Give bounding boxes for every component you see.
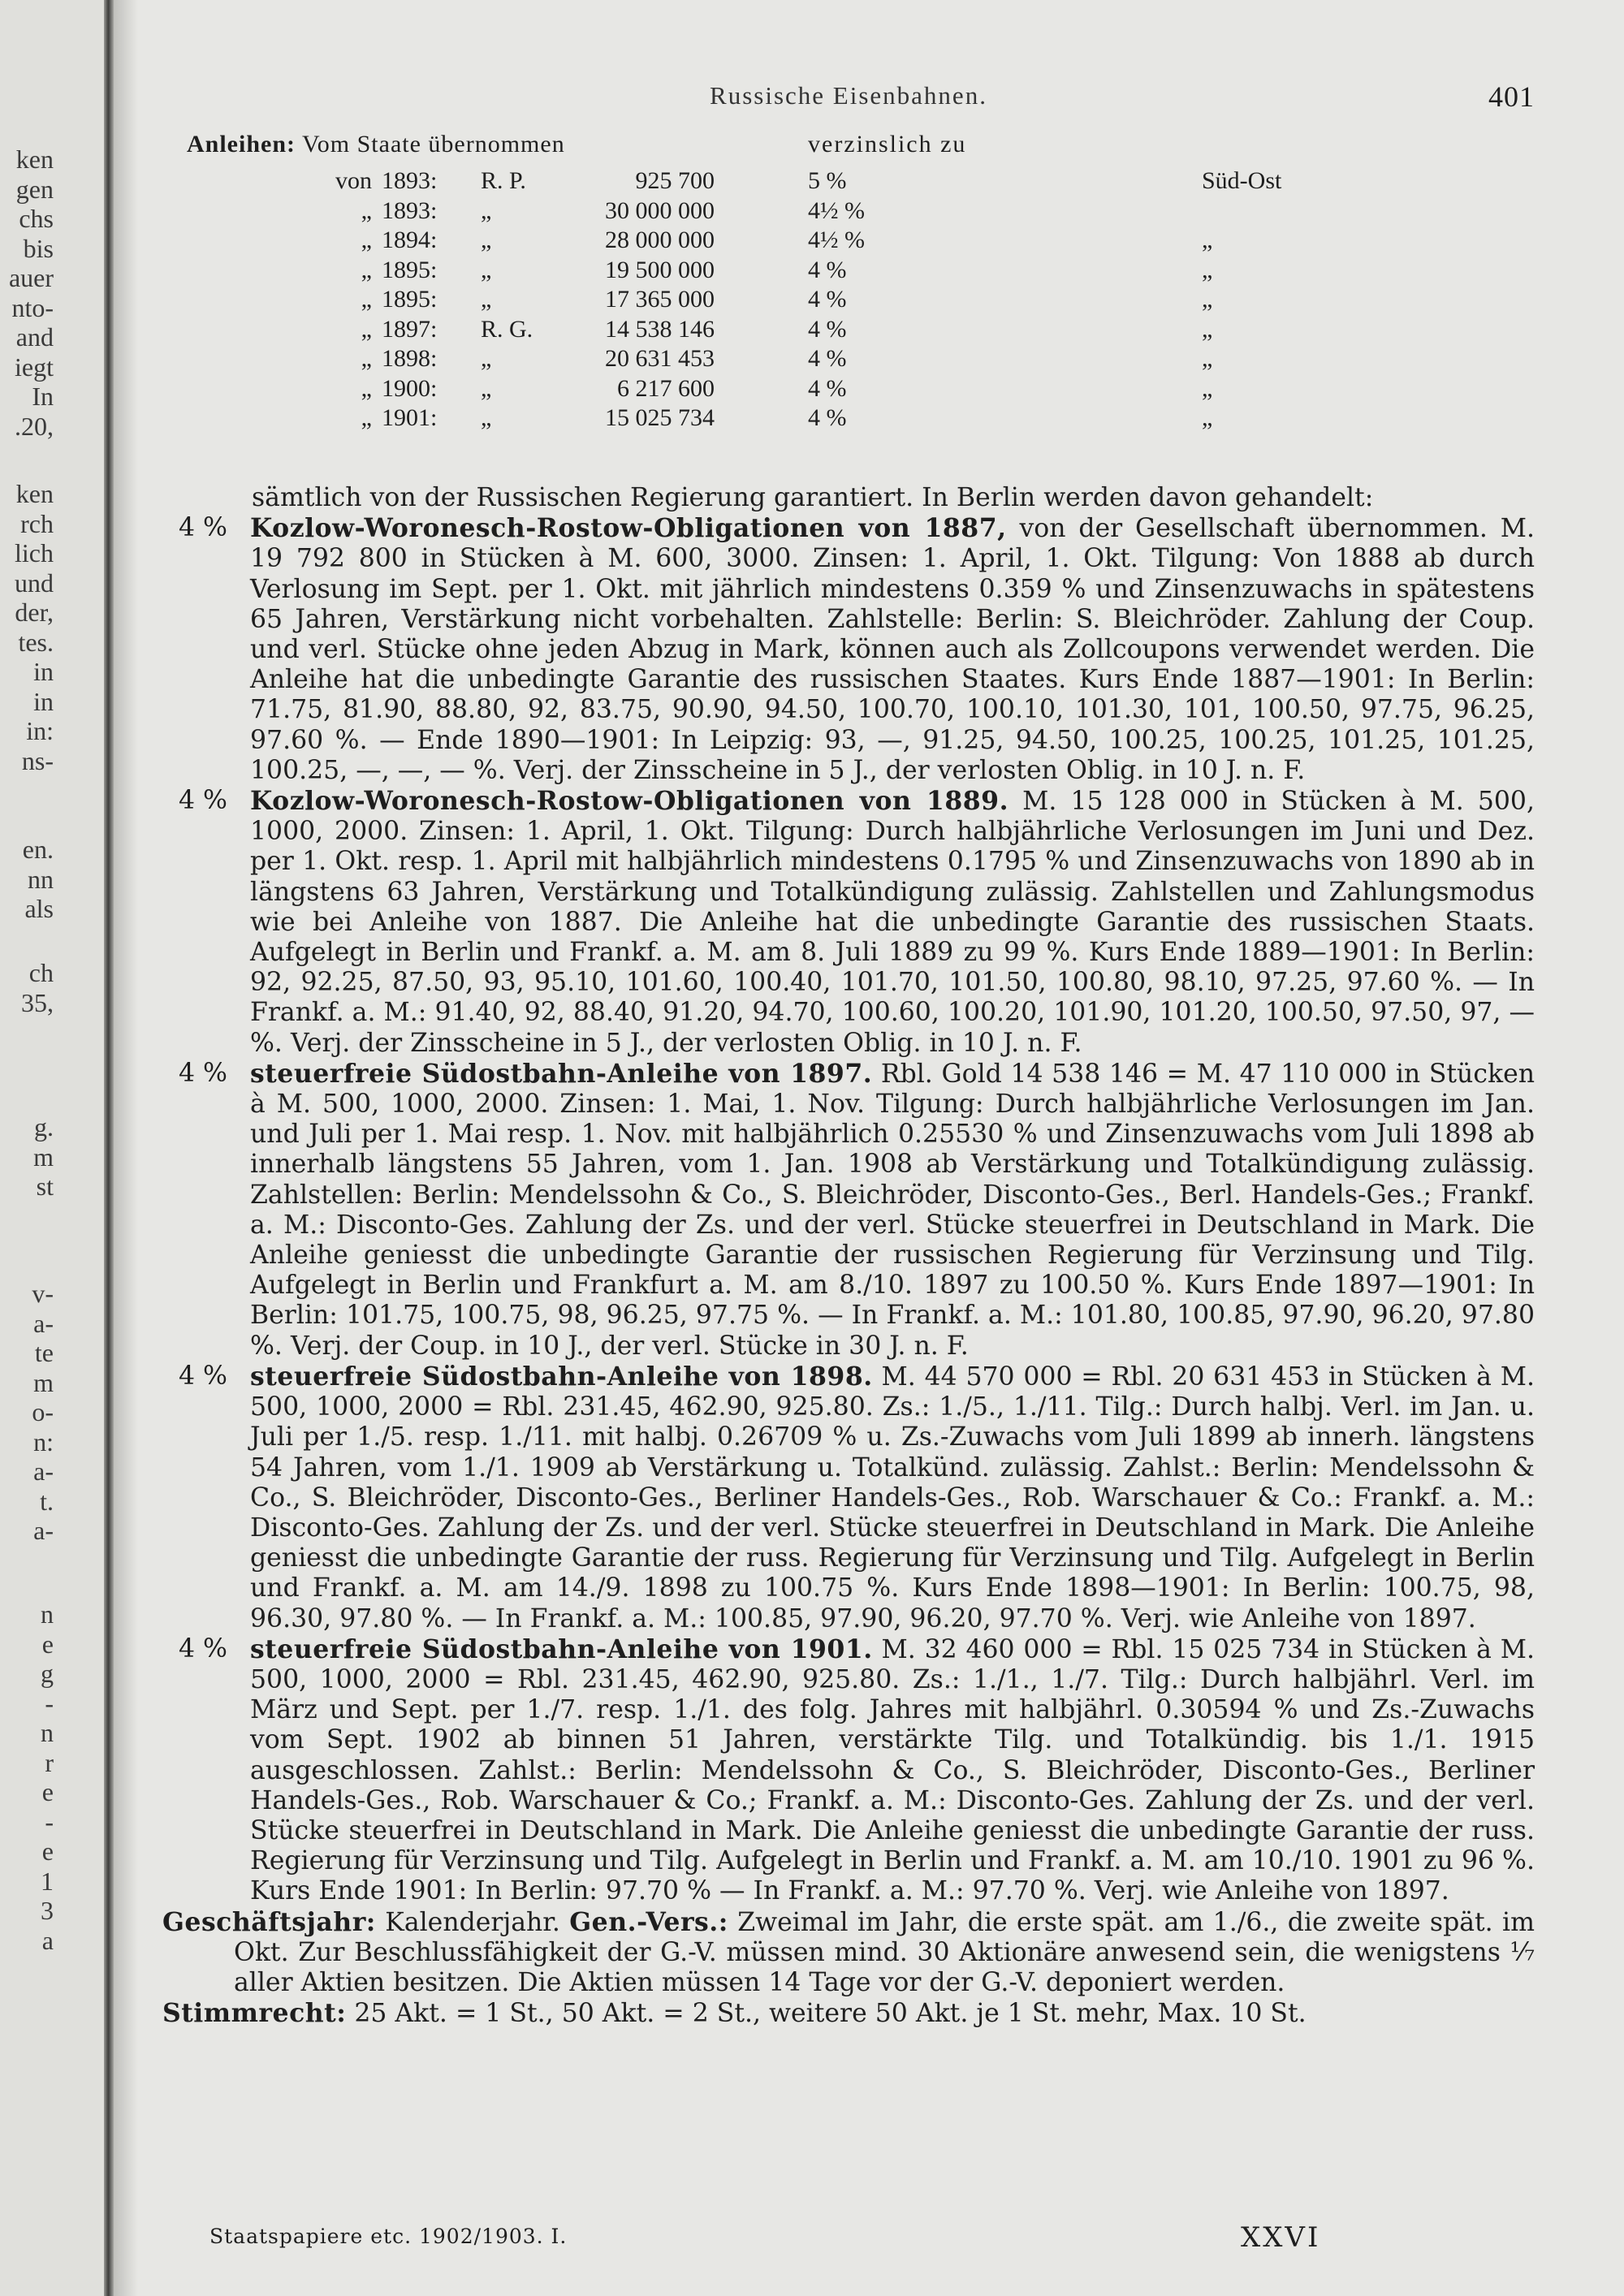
gutter-fragment: tes. <box>18 627 54 657</box>
bond-title: steuerfreie Südostbahn-Anleihe von 1898. <box>250 1361 873 1392</box>
signature-mark: XXVI <box>1241 2221 1321 2254</box>
loan-region: „ <box>1202 227 1213 253</box>
loan-prefix: „ <box>361 315 372 343</box>
book-fold <box>104 0 114 2296</box>
bond-entry <box>162 786 1535 1059</box>
loan-rate: 4 % <box>808 345 847 372</box>
gutter-text-block-1 <box>0 145 54 441</box>
loan-rate: 4 % <box>808 374 847 402</box>
loan-amount: 925 700 <box>635 167 715 194</box>
loan-year: 1894: <box>382 227 438 253</box>
gutter-fragment: en. <box>22 835 54 864</box>
gutter-fragment: 3 <box>41 1896 54 1925</box>
gutter-text-block-4 <box>0 958 54 1017</box>
page <box>162 81 1535 511</box>
loan-rate: 4 % <box>808 256 847 283</box>
gutter-fragment: e <box>41 1777 54 1806</box>
loan-prefix: von <box>335 167 372 194</box>
gutter-fragment: e <box>41 1629 54 1659</box>
footer-source: Staatspapiere etc. 1902/1903. I. <box>209 2225 568 2248</box>
gutter-fragment: a- <box>33 1308 54 1338</box>
gutter-fragment: nto- <box>11 292 54 322</box>
loan-amount: 28 000 000 <box>605 227 715 253</box>
loan-row <box>162 374 1462 404</box>
loan-row <box>162 226 1462 255</box>
gutter-fragment: ken <box>15 145 54 174</box>
loan-year: 1893: <box>382 167 438 194</box>
gutter-fragment: m <box>33 1142 54 1172</box>
loan-rate: 4½ % <box>808 227 865 253</box>
loan-row <box>162 315 1462 344</box>
bond-title: Kozlow-Woronesch-Rostow-Obligationen von 1889. <box>250 786 1009 817</box>
loan-region: Süd-Ost <box>1202 167 1282 194</box>
gutter-fragment: iegt <box>15 352 54 382</box>
loan-row <box>162 404 1462 433</box>
gutter-fragment: n: <box>33 1426 54 1457</box>
gutter-fragment: als <box>24 894 54 923</box>
loan-series: „ <box>481 345 492 372</box>
gutter-fragment: und <box>15 568 54 598</box>
loan-prefix: „ <box>361 227 372 253</box>
loan-region: „ <box>1202 404 1213 431</box>
gutter-fragment: chs <box>19 204 54 233</box>
gutter-fragment: gen <box>15 174 54 204</box>
gutter-fragment: 1 <box>41 1866 54 1896</box>
page-number: 401 <box>1488 80 1535 113</box>
loan-year: 1900: <box>382 374 438 402</box>
loans-label-rest: Vom Staate übernommen <box>301 131 565 158</box>
loan-series: „ <box>481 256 492 283</box>
gutter-fragment: g. <box>34 1112 54 1142</box>
rate-column-header: verzinslich zu <box>808 131 967 158</box>
loan-amount: 14 538 146 <box>605 315 715 343</box>
gutter-fragment: der, <box>15 598 54 627</box>
gutter-fragment: v- <box>32 1279 54 1308</box>
loan-region: „ <box>1202 374 1213 402</box>
gutter-fragment: o- <box>32 1397 54 1426</box>
loan-region: „ <box>1202 256 1213 283</box>
loan-prefix: „ <box>361 196 372 224</box>
gutter-fragment: auer <box>8 263 54 292</box>
loan-rate: 4½ % <box>808 196 865 224</box>
loan-year: 1898: <box>382 345 438 372</box>
loan-amount: 6 217 600 <box>617 374 715 402</box>
gutter-fragment: ns- <box>21 745 54 775</box>
gutter-fragment: e <box>41 1836 54 1866</box>
bond-description: M. 32 460 000 = Rbl. 15 025 734 in Stücken à M. 500, 1000, 2000 = Rbl. 231.45, 462.90, 925.80. Zs.: 1./1., 1./7. Tilg.: Durch halbjährl. Verl. im März und Sept. per 1./7. resp. 1./1. des folg. Jahres mit halbjährl. 0.30594 % und Zs.-Zuwachs vom Sept. 1902 ab binnen 51 Jahren, verstärkte Tilg. und Totalkündig. bis 1./1. 1915 ausgeschlossen. Zahlst.: Berlin: Mendelssohn & Co., S. Bleichröder, Disconto-Ges., Berliner Handels-Ges., Rob. Warschauer & Co.; Frankf. a. M.: Disconto-Ges. Zahlung der Zs. und der verl. Stücke steuerfrei in Deutschland in Mark. Die Anleihe geniesst die unbedingte Garantie der russ. Regierung für Verzinsung und Tilg. Aufgelegt in Berlin und Frankf. a. M. am 10./10. 1901 zu 96 %. Kurs Ende 1901: In Berlin: 97.70 % — In Frankf. a. M.: 97.70 %. Verj. wie Anleihe von 1897. <box>250 1634 1535 1906</box>
loan-row <box>162 196 1462 226</box>
gutter-fragment: 35, <box>21 987 54 1017</box>
loan-series: „ <box>481 286 492 313</box>
bond-description: M. 44 570 000 = Rbl. 20 631 453 in Stücken à M. 500, 1000, 2000 = Rbl. 231.45, 462.90, 925.80. Zs.: 1./5., 1./11. Tilg.: Durch halbj. Verl. im Jan. u. Juli per 1./5. resp. 1./11. mit halbj. 0.26709 % u. Zs.-Zuwachs vom Juli 1899 ab innerh. längstens 54 Jahren, vom 1./1. 1909 ab Verstärkung u. Totalkünd. zulässig. Zahlst.: Berlin: Mendelssohn & Co., S. Bleichröder, Disconto-Ges., Berliner Handels-Ges., Rob. Warschauer & Co.: Frankf. a. M.: Disconto-Ges. Zahlung der Zs. und der verl. Stücke steuerfrei in Deutschland in Mark. Die Anleihe geniesst die unbedingte Garantie der russ. Regierung für Verzinsung und Tilg. Aufgelegt in Berlin und Frankf. a. M. am 14./9. 1898 zu 100.75 %. Kurs Ende 1898—1901: In Berlin: 100.75, 98, 96.30, 97.80 %. — In Frankf. a. M.: 100.85, 97.90, 96.20, 97.70 %. Verj. wie Anleihe von 1897. <box>250 1362 1535 1634</box>
gutter-fragment: n <box>41 1718 54 1747</box>
gutter-fragment: ch <box>28 958 54 987</box>
gutter-fragment: a- <box>33 1457 54 1486</box>
loan-year: 1897: <box>382 315 438 343</box>
intro-text: sämtlich von der Russischen Regierung garantiert. In Berlin werden davon gehandelt: <box>252 483 1374 512</box>
gutter-text-block-6 <box>0 1279 54 1546</box>
company-info-paragraph <box>162 1907 1535 1999</box>
loan-series: „ <box>481 227 492 253</box>
fold-shadow <box>114 0 138 2296</box>
loan-prefix: „ <box>361 286 372 313</box>
gutter-fragment: nn <box>28 864 54 894</box>
para-text: 25 Akt. = 1 St., 50 Akt. = 2 St., weitere 50 Akt. je 1 St. mehr, Max. 10 St. <box>346 1999 1307 2029</box>
gutter-fragment: - <box>45 1806 54 1836</box>
gutter-text-block-2 <box>0 479 54 775</box>
gutter-fragment: and <box>15 322 54 352</box>
bond-entries <box>162 513 1535 1906</box>
gutter-fragment: a <box>41 1925 54 1955</box>
loan-series: R. G. <box>481 315 533 343</box>
loan-year: 1895: <box>382 256 438 283</box>
loan-series: „ <box>481 404 492 431</box>
gutter-fragment: in <box>33 686 54 716</box>
loan-amount: 15 025 734 <box>605 404 715 431</box>
gutter-fragment: lich <box>15 538 54 568</box>
loan-region: „ <box>1202 315 1213 343</box>
interest-rate: 4 % <box>179 513 227 543</box>
gutter-fragment: ken <box>15 479 54 508</box>
adjacent-page-margin <box>0 0 114 2296</box>
bond-title: steuerfreie Südostbahn-Anleihe von 1897. <box>250 1058 873 1089</box>
interest-rate: 4 % <box>179 1361 227 1391</box>
interest-rate: 4 % <box>179 786 227 816</box>
bond-description: M. 15 128 000 in Stücken à M. 500, 1000, 2000. Zinsen: 1. April, 1. Okt. Tilgung: Durch halbjährliche Verlosungen im Juni und Dez. per 1. Okt. resp. 1. April mit halbjährlich mindestens 0.1795 % und Zinsenzuwachs von 1890 ab in längstens 63 Jahren, Verstärkung und Totalkündigung zulässig. Zahlstellen und Zahlungsmodus wie bei Anleihe von 1887. Die Anleihe hat die unbedingte Garantie des russischen Staats. Aufgelegt in Berlin und Frankf. a. M. am 8. Juli 1889 zu 99 %. Kurs Ende 1889—1901: In Berlin: 92, 92.25, 87.50, 93, 95.10, 101.60, 100.40, 101.70, 101.50, 100.80, 98.10, 97.25, 97.60 %. — In Frankf. a. M.: 91.40, 92, 88.40, 91.20, 94.70, 100.60, 100.20, 101.90, 101.20, 100.50, 97.50, 97, — %. Verj. der Zinsscheine in 5 J., der verlosten Oblig. in 10 J. n. F. <box>250 787 1535 1058</box>
loan-series: „ <box>481 374 492 402</box>
loan-row <box>162 285 1462 314</box>
para-label-2: Gen.-Vers.: <box>569 1906 728 1937</box>
bond-entry <box>162 1362 1535 1634</box>
para-label: Geschäftsjahr: <box>162 1906 376 1937</box>
company-paragraphs <box>162 1907 1535 2030</box>
gutter-fragment: a- <box>33 1516 54 1545</box>
gutter-fragment: .20, <box>15 411 54 441</box>
loan-rate: 4 % <box>808 286 847 313</box>
loan-year: 1893: <box>382 196 438 224</box>
page-footer <box>209 2221 1460 2265</box>
gutter-fragment: te <box>34 1338 54 1367</box>
loan-year: 1895: <box>382 286 438 313</box>
loans-label-bold: Anleihen: <box>187 131 296 158</box>
loan-series: „ <box>481 196 492 224</box>
loan-row <box>162 166 1462 196</box>
loan-prefix: „ <box>361 256 372 283</box>
gutter-fragment: In <box>32 382 54 411</box>
interest-rate: 4 % <box>179 1058 227 1088</box>
loan-amount: 30 000 000 <box>605 196 715 224</box>
bond-entry <box>162 1634 1535 1907</box>
gutter-fragment: in <box>33 657 54 686</box>
loan-rate: 4 % <box>808 315 847 343</box>
loan-amount: 19 500 000 <box>605 256 715 283</box>
loan-region: „ <box>1202 286 1213 313</box>
body-text <box>162 483 1535 2029</box>
loan-row <box>162 256 1462 285</box>
running-header <box>162 81 1535 130</box>
loan-amount: 20 631 453 <box>605 345 715 372</box>
para-label: Stimmrecht: <box>162 1998 347 2029</box>
bond-title: Kozlow-Woronesch-Rostow-Obligationen von 1887, <box>250 513 1007 544</box>
gutter-fragment: bis <box>23 233 54 263</box>
gutter-fragment: t. <box>40 1486 54 1516</box>
para-text-2: Zweimal im Jahr, die erste spät. am 1./6., die zweite spät. im Okt. Zur Beschlussfähigkeit der G.-V. müssen mind. 30 Aktionäre anwesend sein, die wenigstens ⅐ aller Aktien besitzen. Die Aktien müssen 14 Tage vor der G.-V. deponiert werden. <box>234 1907 1535 1997</box>
bond-description: Rbl. Gold 14 538 146 = M. 47 110 000 in Stücken à M. 500, 1000, 2000. Zinsen: 1. Mai, 1. Nov. Tilgung: Durch halbjährliche Verlosungen im Jan. und Juli per 1. Mai resp. 1. Nov. mit halbjährlich 0.25530 % und Zinsenzuwachs vom Juli 1898 ab innerhalb längstens 55 Jahren, vom 1. Jan. 1908 ab Verstärkung und Totalkündigung zulässig. Zahlstellen: Berlin: Mendelssohn & Co., S. Bleichröder, Disconto-Ges., Berl. Handels-Ges.; Frankf. a. M.: Disconto-Ges. Zahlung der Zs. und der verl. Stücke steuerfrei in Deutschland in Mark. Die Anleihe geniesst die unbedingte Garantie der russischen Regierung für Verzinsung und Tilg. Aufgelegt in Berlin und Frankfurt a. M. am 8./10. 1897 zu 100.50 %. Kurs Ende 1897—1901: In Berlin: 101.75, 100.75, 98, 96.25, 97.75 %. — In Frankf. a. M.: 101.80, 100.85, 97.90, 96.20, 97.80 %. Verj. der Coup. in 10 J., der verl. Stücke in 30 J. n. F. <box>250 1059 1535 1361</box>
loan-amount: 17 365 000 <box>605 286 715 313</box>
loan-series: R. P. <box>481 167 526 194</box>
gutter-fragment: st <box>36 1172 54 1201</box>
loan-prefix: „ <box>361 345 372 372</box>
loan-prefix: „ <box>361 374 372 402</box>
company-info-paragraph <box>162 1998 1535 2029</box>
loan-rate: 5 % <box>808 167 847 194</box>
loan-rate: 4 % <box>808 404 847 431</box>
gutter-text-block-7 <box>0 1599 54 1955</box>
bond-entry <box>162 513 1535 786</box>
page-title: Russische Eisenbahnen. <box>710 81 987 110</box>
loan-region: „ <box>1202 345 1213 372</box>
gutter-text-block-5 <box>0 1112 54 1202</box>
bond-description: von der Gesellschaft übernommen. M. 19 792 800 in Stücken à M. 600, 3000. Zinsen: 1. April, 1. Okt. Tilgung: Von 1888 ab durch Verlosung im Sept. per 1. Okt. mit jährlich mindestens 0.359 % und Zinsenzuwachs in spätestens 65 Jahren, Verstärkung nicht vorbehalten. Zahlstelle: Berlin: S. Bleichröder. Zahlung der Coup. und verl. Stücke ohne jeden Abzug in Mark, können auch als Zollcoupons verwendet werden. Die Anleihe hat die unbedingte Garantie des russischen Staates. Kurs Ende 1887—1901: In Berlin: 71.75, 81.90, 88.80, 92, 83.75, 90.90, 94.50, 100.70, 100.10, 101.30, 101, 100.50, 97.75, 96.25, 97.60 %. — Ende 1890—1901: In Leipzig: 93, —, 91.25, 94.50, 100.25, 100.25, 101.25, 101.25, 100.25, —, —, — %. Verj. der Zinsscheine in 5 J., der verlosten Oblig. in 10 J. n. F. <box>250 514 1535 785</box>
gutter-fragment: m <box>33 1367 54 1397</box>
bond-entry <box>162 1059 1535 1362</box>
gutter-text-block-3 <box>0 835 54 924</box>
gutter-fragment: rch <box>20 508 54 538</box>
gutter-fragment: g <box>41 1659 54 1688</box>
gutter-fragment: in: <box>26 716 54 745</box>
gutter-fragment: r <box>45 1747 54 1777</box>
bond-title: steuerfreie Südostbahn-Anleihe von 1901. <box>250 1634 873 1664</box>
loans-table <box>162 130 1535 511</box>
loan-year: 1901: <box>382 404 438 431</box>
loan-row <box>162 344 1462 373</box>
loans-label <box>187 130 565 159</box>
gutter-fragment: n <box>41 1599 54 1629</box>
para-text: Kalenderjahr. <box>375 1907 570 1937</box>
gutter-fragment: - <box>45 1688 54 1718</box>
interest-rate: 4 % <box>179 1634 227 1664</box>
loan-prefix: „ <box>361 404 372 431</box>
